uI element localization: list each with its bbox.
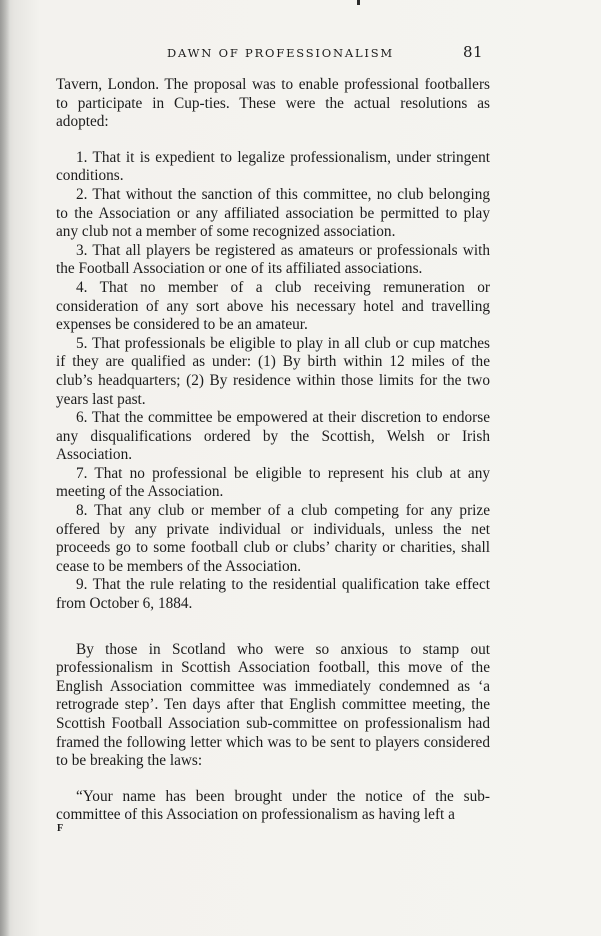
resolution-item: 5. That professionals be eligible to play in all club or cup matches if they are qualified as under: (1) By birth within 12 miles of the club’s headquarters; (2) By residence within those limits for the two years last past. — [56, 334, 490, 408]
print-speck — [357, 0, 360, 5]
resolution-item: 4. That no member of a club receiving remuneration or consideration of any sort above his necessary hotel and travelling expenses be considered to be an amateur. — [56, 278, 490, 334]
resolution-item: 3. That all players be registered as amateurs or professionals with the Football Association or one of its affiliated associations. — [56, 241, 490, 278]
resolutions-list — [56, 149, 490, 614]
resolution-item: 7. That no professional be eligible to represent his club at any meeting of the Association. — [56, 464, 490, 501]
page-number: 81 — [463, 43, 484, 61]
resolution-item: 2. That without the sanction of this committee, no club belonging to the Association or any affiliated association be permitted to play any club not a member of some recognized association. — [56, 185, 490, 241]
gutter-shadow — [0, 0, 10, 936]
body-text — [56, 76, 490, 825]
running-title: DAWN OF PROFESSIONALISM — [167, 46, 394, 60]
body-paragraph: By those in Scotland who were so anxious to stamp out professionalism in Scottish Association football, this move of the English Association committee was immediately condemned as ‘a retrograde step’. Ten days after that English committee meeting, the Scottish Football Association sub-committee on professionalism had framed the following letter which was to be sent to players considered to be breaking the laws: — [56, 640, 490, 770]
resolution-item: 6. That the committee be empowered at their discretion to endorse any disqualifications ordered by the Scottish, Welsh or Irish Association. — [56, 409, 490, 464]
resolution-item: 8. That any club or member of a club competing for any prize offered by any private individual or individuals, unless the net proceeds go to some football club or clubs’ charity or charities, shall cease to be members of the Association. — [56, 502, 490, 575]
quoted-letter: “Your name has been brought under the notice of the sub-committee of this Association on professionalism as having left a — [56, 787, 490, 824]
resolution-item: 9. That the rule relating to the residential qualification take effect from October 6, 1884. — [56, 576, 490, 613]
signature-mark: F — [57, 823, 64, 834]
resolution-item: 1. That it is expedient to legalize professionalism, under stringent conditions. — [56, 148, 490, 185]
intro-paragraph: Tavern, London. The proposal was to enable professional footballers to participate in Cup-ties. These were the actual resolutions as adopted: — [56, 76, 490, 131]
